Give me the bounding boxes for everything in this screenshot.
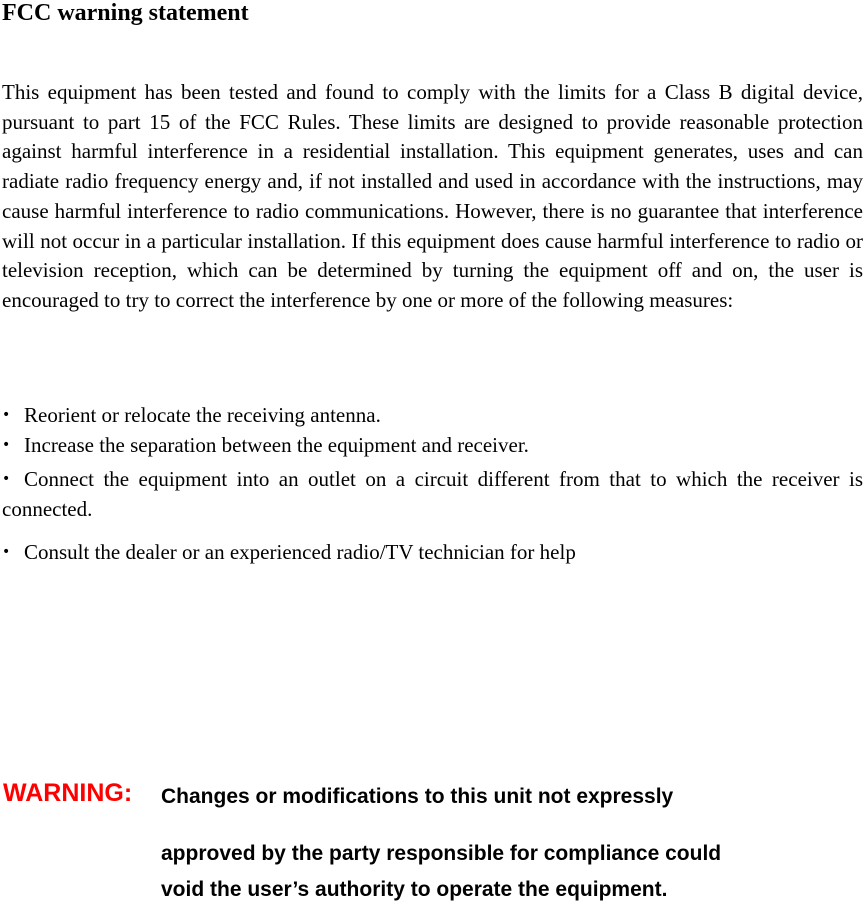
bullet-icon: • [2,471,11,487]
measure-text: Reorient or relocate the receiving antenna. [24,403,381,427]
fcc-body-paragraph: This equipment has been tested and found to comply with the limits for a Class B digital device, pursuant to part 15 of the FCC Rules. These limits are designed to provide reasonable protection against harmful interference in a residential installation. This equipment generates, uses and can radiate radio frequency energy and, if not installed and used in accordance with the instructions, may cause harmful interference to radio communications. However, there is no guarantee that interference will not occur in a particular installation. If this equipment does cause harmful interference to radio or television reception, which can be determined by turning the equipment off and on, the user is encouraged to try to correct the interference by one or more of the following measures: [2,80,863,312]
measure-text: Connect the equipment into an outlet on a circuit different from that to which the receiver is connected. [2,467,863,521]
warning-line: void the user’s authority to operate the equipment. [161,878,668,901]
list-item [2,464,863,524]
bullet-icon: • [2,544,11,560]
bullet-icon: • [2,437,11,453]
list-item [2,430,863,460]
warning-line: Changes or modifications to this unit not expressly [161,785,674,808]
measure-text: Consult the dealer or an experienced radio/TV technician for help [24,540,576,564]
page-title: FCC warning statement [2,0,249,26]
bullet-icon: • [2,407,11,423]
list-item [2,400,863,430]
warning-line: approved by the party responsible for compliance could [161,842,722,865]
warning-label: WARNING: [3,779,133,807]
list-item [2,537,863,567]
measure-text: Increase the separation between the equipment and receiver. [24,433,529,457]
